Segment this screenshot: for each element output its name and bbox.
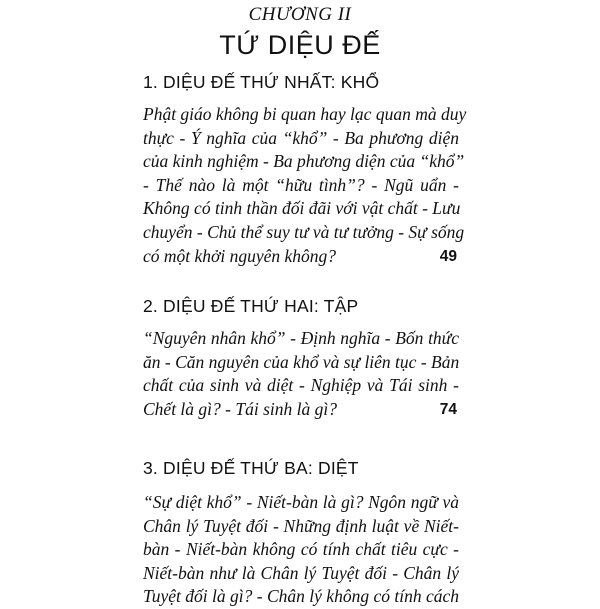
section-2-summary: [143, 327, 459, 421]
summary-line: Niết-bàn như là Chân lý Tuyệt đối - Chân lý: [143, 562, 459, 583]
summary-line: của kinh nghiệm - Ba phương diện của “khổ”: [143, 151, 465, 172]
summary-line: chuyển - Chủ thể suy tư và tư tưởng - Sự sống: [143, 221, 465, 242]
chapter-title: TỨ DIỆU ĐẾ: [219, 30, 381, 60]
section-heading-2: 2. DIỆU ĐẾ THỨ HAI: TẬP: [143, 296, 359, 316]
section-1-summary: [143, 103, 467, 268]
page-number: 49: [439, 247, 457, 265]
summary-line: Chân lý Tuyệt đối - Những định luật về Niết-: [143, 515, 459, 536]
summary-line: - Thế nào là một “hữu tình”? - Ngũ uẩn -: [143, 174, 459, 195]
section-heading-1: 1. DIỆU ĐẾ THỨ NHẤT: KHỔ: [143, 72, 380, 92]
summary-line: bàn - Niết-bàn không có tính chất tiêu cực -: [143, 539, 459, 560]
summary-line: Tuyệt đối là gì? - Chân lý không có tính cách: [143, 586, 459, 607]
summary-line: có một khởi nguyên không? 49: [143, 245, 459, 269]
chapter-label: CHƯƠNG II: [248, 4, 352, 25]
summary-line: chất của sinh và diệt - Nghiệp và Tái sinh -: [143, 375, 459, 396]
summary-line: “Sự diệt khổ” - Niết-bàn là gì? Ngôn ngữ và: [143, 492, 459, 512]
summary-line: Chết là gì? - Tái sinh là gì? 74: [143, 398, 459, 422]
page-number: 74: [439, 400, 457, 418]
summary-line: Phật giáo không bi quan hay lạc quan mà duy: [143, 104, 467, 124]
section-heading-3: 3. DIỆU ĐẾ THỨ BA: DIỆT: [143, 458, 359, 478]
summary-line: Không có tinh thần đối đãi với vật chất - Lưu: [143, 198, 461, 219]
summary-line: thực - Ý nghĩa của “khổ” - Ba phương diện: [143, 127, 459, 148]
summary-line: ăn - Căn nguyên của khổ và sự liên tục - Bản: [143, 351, 460, 372]
section-3-summary: [143, 491, 459, 609]
summary-line: “Nguyên nhân khổ” - Định nghĩa - Bốn thức: [143, 328, 459, 348]
